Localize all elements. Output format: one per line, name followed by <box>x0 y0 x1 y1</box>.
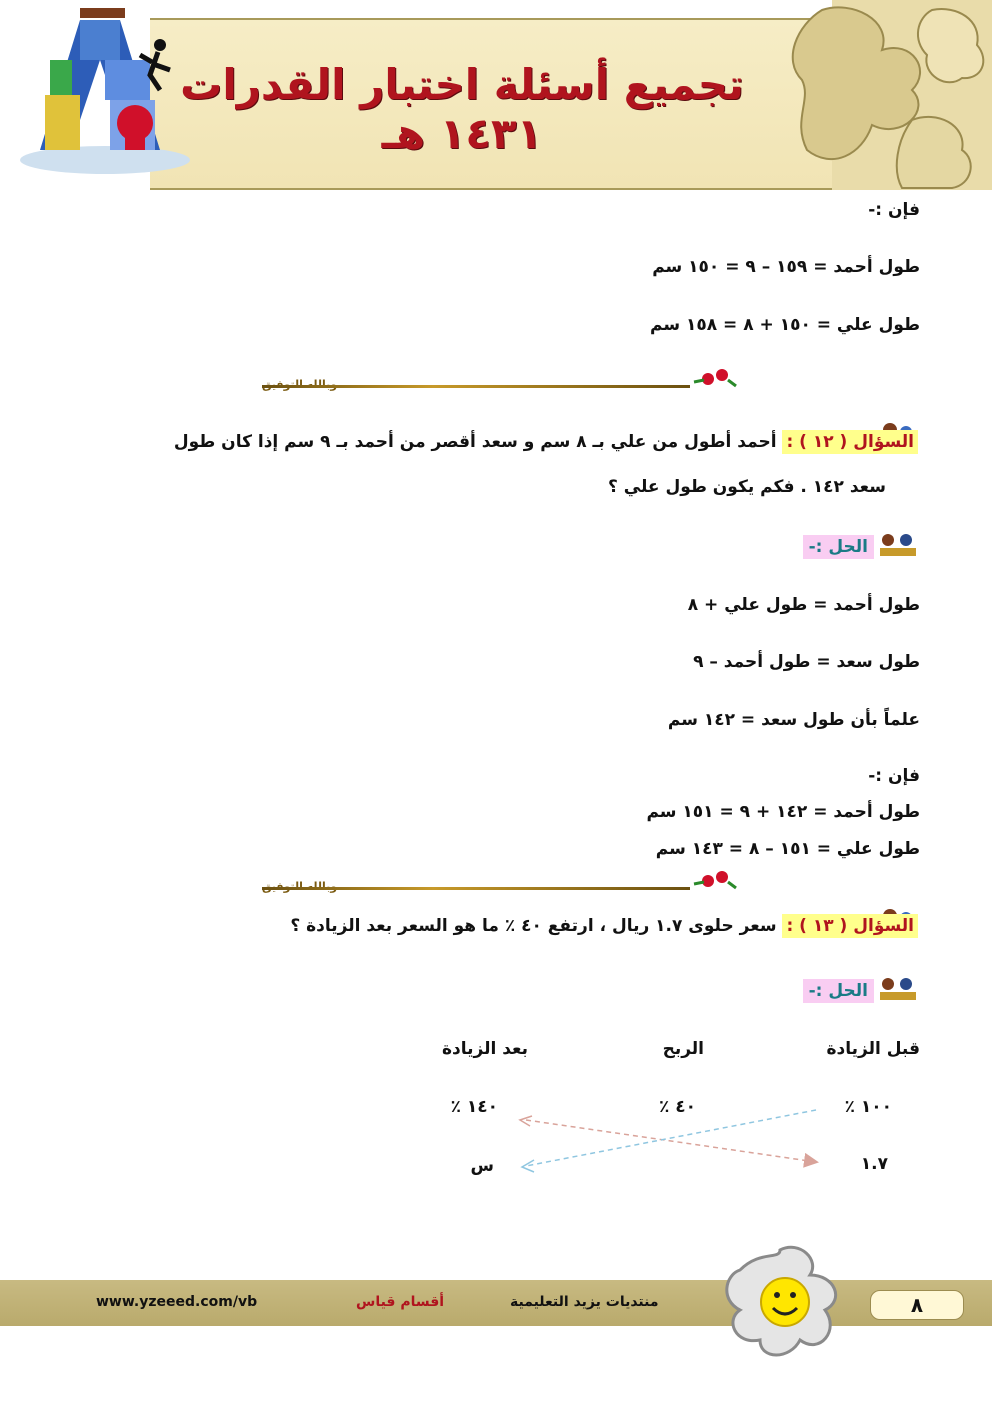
roses-icon-2 <box>688 868 738 894</box>
divider-bar-2 <box>262 887 690 890</box>
prev-solution-line-1: طول أحمد = ١٥٩ – ٩ = ١٥٠ سم <box>652 257 920 277</box>
after-value-unknown: س <box>470 1156 494 1176</box>
smiley-puzzle-icon <box>720 1240 850 1365</box>
profit-percent: ٤٠ ٪ <box>658 1097 696 1117</box>
page-title: تجميع أسئلة اختبار القدرات ١٤٣١ هـ <box>180 60 744 158</box>
question-13-text: سعر حلوى ١.٧ ريال ، ارتفع ٤٠ ٪ ما هو السعر بعد الزيادة ؟ <box>290 916 777 936</box>
q12-solution-line-5: طول علي = ١٥١ – ٨ = ١٤٣ سم <box>655 839 920 859</box>
question-12-label: السؤال ( ١٢ ) : <box>782 430 918 454</box>
question-13-line <box>290 916 918 936</box>
before-value: ١.٧ <box>860 1154 888 1174</box>
footer-url[interactable]: www.yzeeed.com/vb <box>96 1294 258 1310</box>
before-percent: ١٠٠ ٪ <box>844 1097 892 1117</box>
therefore-label-2: فإن :- <box>868 766 920 786</box>
puzzle-pieces-decoration <box>762 0 992 190</box>
divider-bar-1 <box>262 385 690 388</box>
question-12-text-2: سعد ١٤٢ . فكم يكون طول علي ؟ <box>608 477 886 497</box>
column-before-increase: قبل الزيادة <box>826 1039 920 1059</box>
after-percent: ١٤٠ ٪ <box>450 1097 498 1117</box>
page-number: ٨ <box>870 1290 964 1320</box>
q12-solution-line-2: طول سعد = طول أحمد – ٩ <box>693 652 920 672</box>
question-13-solution-label: الحل :- <box>803 979 874 1003</box>
roses-icon <box>688 366 738 392</box>
footer-section: أقسام قياس <box>356 1294 445 1310</box>
column-after-increase: بعد الزيادة <box>441 1039 528 1059</box>
cross-multiply-arrows <box>510 1100 830 1180</box>
therefore-label-1: فإن :- <box>868 200 920 220</box>
question-12-solution-label: الحل :- <box>803 535 874 559</box>
q12-solution-line-3: علماً بأن طول سعد = ١٤٢ سم <box>667 710 920 730</box>
q12-solution-line-1: طول أحمد = طول علي + ٨ <box>687 595 920 615</box>
question-12-text-1: أحمد أطول من علي بـ ٨ سم و سعد أقصر من أحمد بـ ٩ سم إذا كان طول <box>173 432 777 452</box>
teacher-student-icon <box>876 530 920 558</box>
q12-solution-line-4: طول أحمد = ١٤٢ + ٩ = ١٥١ سم <box>646 802 920 822</box>
letter-a-blocks-logo <box>10 0 200 180</box>
teacher-student-icon-2 <box>876 974 920 1002</box>
prev-solution-line-2: طول علي = ١٥٠ + ٨ = ١٥٨ سم <box>650 315 920 335</box>
question-12-line-1 <box>174 432 918 452</box>
footer-forum: منتديات يزيد التعليمية <box>510 1294 659 1310</box>
question-13-label: السؤال ( ١٣ ) : <box>782 914 918 938</box>
column-profit: الربح <box>662 1039 704 1059</box>
